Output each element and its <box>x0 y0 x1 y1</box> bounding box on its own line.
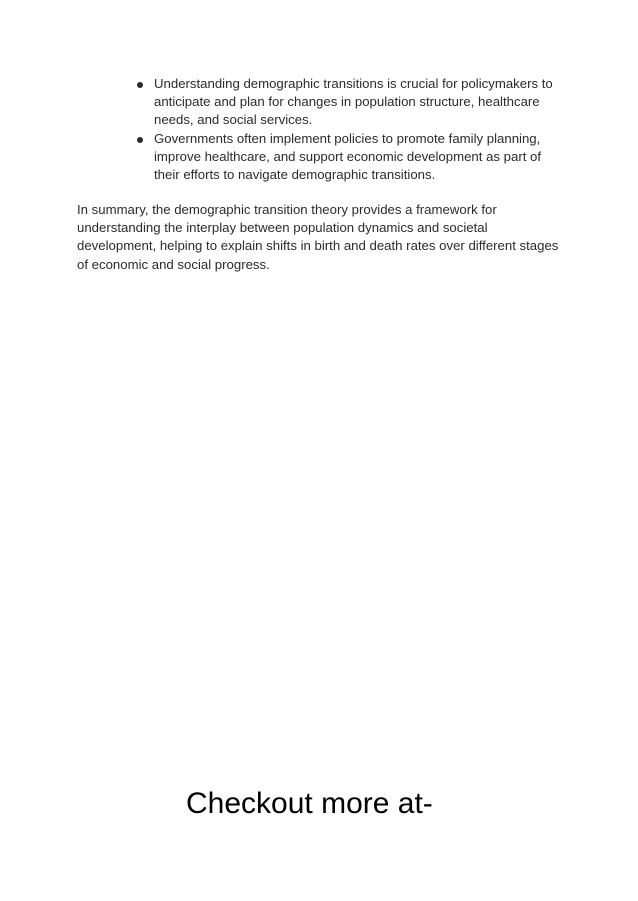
bullet-text: Understanding demographic transitions is crucial for policymakers to anticipate and plan for changes in population structure, healthcare needs, and social services. <box>154 76 553 128</box>
bullet-icon <box>137 137 143 143</box>
list-item <box>134 130 554 185</box>
bullet-icon <box>137 82 143 88</box>
summary-paragraph: In summary, the demographic transition theory provides a framework for understanding the interplay between population dynamics and societal development, helping to explain shifts in birth and death rates over different stages of economic and social progress. <box>77 202 559 272</box>
bullet-text: Governments often implement policies to promote family planning, improve healthcare, and support economic development as part of their efforts to navigate demographic transitions. <box>154 130 542 183</box>
list-item <box>134 75 554 130</box>
bullet-list <box>134 75 554 184</box>
checkout-heading: Checkout more at- <box>186 787 433 820</box>
